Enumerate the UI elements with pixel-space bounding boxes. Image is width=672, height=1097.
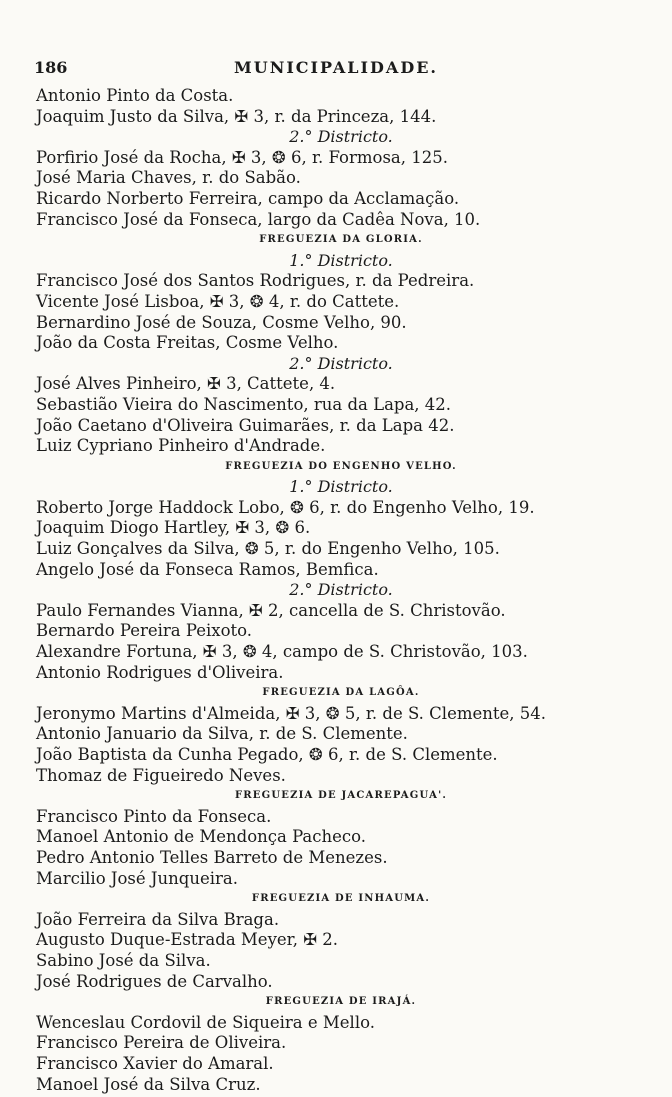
entry-line: Francisco José dos Santos Rodrigues, r. da Pedreira. bbox=[36, 271, 475, 291]
entry-line: Pedro Antonio Telles Barreto de Menezes. bbox=[36, 847, 388, 867]
entry-line: Manoel José da Silva Cruz. bbox=[36, 1074, 261, 1094]
entry-line: João da Costa Freitas, Cosme Velho. bbox=[36, 333, 339, 353]
entry-line: Paulo Fernandes Vianna, ✠ 2, cancella de S. Christovão. bbox=[36, 600, 506, 620]
parish-heading: FREGUEZIA DA GLORIA. bbox=[259, 234, 423, 246]
district-heading: 2.° Districto. bbox=[289, 127, 393, 147]
entry-line: Bernardino José de Souza, Cosme Velho, 90. bbox=[36, 312, 407, 332]
entry-line: Alexandre Fortuna, ✠ 3, ❂ 4, campo de S. Christovão, 103. bbox=[36, 642, 528, 662]
entry-line: Manoel Antonio de Mendonça Pacheco. bbox=[36, 827, 367, 847]
directory-list bbox=[36, 86, 646, 1095]
parish-heading: FREGUEZIA DO ENGENHO VELHO. bbox=[225, 460, 457, 472]
entry-line: João Ferreira da Silva Braga. bbox=[36, 909, 280, 929]
entry-line: Joaquim Diogo Hartley, ✠ 3, ❂ 6. bbox=[36, 518, 311, 538]
entry-line: Francisco Xavier do Amaral. bbox=[36, 1053, 274, 1073]
page-header bbox=[34, 58, 638, 82]
entry-line: José Alves Pinheiro, ✠ 3, Cattete, 4. bbox=[36, 374, 336, 394]
entry-line: Joaquim Justo da Silva, ✠ 3, r. da Princeza, 144. bbox=[36, 106, 437, 126]
entry-line: José Maria Chaves, r. do Sabão. bbox=[36, 168, 301, 188]
entry-line: Wenceslau Cordovil de Siqueira e Mello. bbox=[36, 1012, 375, 1032]
entry-line: Roberto Jorge Haddock Lobo, ❂ 6, r. do Engenho Velho, 19. bbox=[36, 497, 535, 517]
entry-line: João Baptista da Cunha Pegado, ❂ 6, r. de S. Clemente. bbox=[36, 745, 498, 764]
entry-line: Luiz Cypriano Pinheiro d'Andrade. bbox=[36, 436, 326, 456]
district-heading: 2.° Districto. bbox=[289, 353, 393, 373]
parish-heading: FREGUEZIA DA LAGÔA. bbox=[262, 687, 420, 699]
entry-line: Francisco Pinto da Fonseca. bbox=[36, 806, 272, 826]
entry-line: Francisco José da Fonseca, largo da Cadêa Nova, 10. bbox=[36, 209, 481, 229]
parish-heading: FREGUEZIA DE JACAREPAGUA'. bbox=[234, 790, 448, 802]
entry-line: Angelo José da Fonseca Ramos, Bemfica. bbox=[36, 559, 379, 579]
entry-line: Augusto Duque-Estrada Meyer, ✠ 2. bbox=[36, 930, 339, 950]
parish-heading: FREGUEZIA DE IRAJÁ. bbox=[265, 996, 417, 1008]
district-heading: 2.° Districto. bbox=[289, 580, 393, 600]
entry-line: João Caetano d'Oliveira Guimarães, r. da Lapa 42. bbox=[36, 415, 455, 435]
entry-line: Sabino José da Silva. bbox=[36, 950, 211, 970]
entry-line: Ricardo Norberto Ferreira, campo da Acclamação. bbox=[36, 188, 460, 208]
district-heading: 1.° Districto. bbox=[289, 250, 393, 270]
entry-line: Porfirio José da Rocha, ✠ 3, ❂ 6, r. Formosa, 125. bbox=[36, 147, 448, 167]
page-number: 186 bbox=[34, 58, 68, 77]
entry-line: Bernardo Pereira Peixoto. bbox=[36, 621, 253, 641]
entry-line: Antonio Pinto da Costa. bbox=[36, 86, 234, 105]
entry-line: José Rodrigues de Carvalho. bbox=[36, 971, 273, 991]
entry-line: Luiz Gonçalves da Silva, ❂ 5, r. do Engenho Velho, 105. bbox=[36, 539, 500, 559]
district-heading: 1.° Districto. bbox=[289, 477, 393, 497]
parish-heading: FREGUEZIA DE INHAUMA. bbox=[251, 893, 431, 905]
entry-line: Sebastião Vieira do Nascimento, rua da Lapa, 42. bbox=[36, 394, 452, 414]
running-head: MUNICIPALIDADE. bbox=[234, 58, 438, 77]
entry-line: Antonio Januario da Silva, r. de S. Clemente. bbox=[36, 724, 408, 744]
entry-line: Jeronymo Martins d'Almeida, ✠ 3, ❂ 5, r. de S. Clemente, 54. bbox=[36, 703, 546, 723]
entry-line: Francisco Pereira de Oliveira. bbox=[36, 1033, 287, 1053]
entry-line: Thomaz de Figueiredo Neves. bbox=[36, 765, 286, 785]
entry-line: Marcilio José Junqueira. bbox=[36, 868, 238, 888]
entry-line: Antonio Rodrigues d'Oliveira. bbox=[36, 662, 284, 682]
entry-line: Vicente José Lisboa, ✠ 3, ❂ 4, r. do Cattete. bbox=[36, 291, 400, 311]
